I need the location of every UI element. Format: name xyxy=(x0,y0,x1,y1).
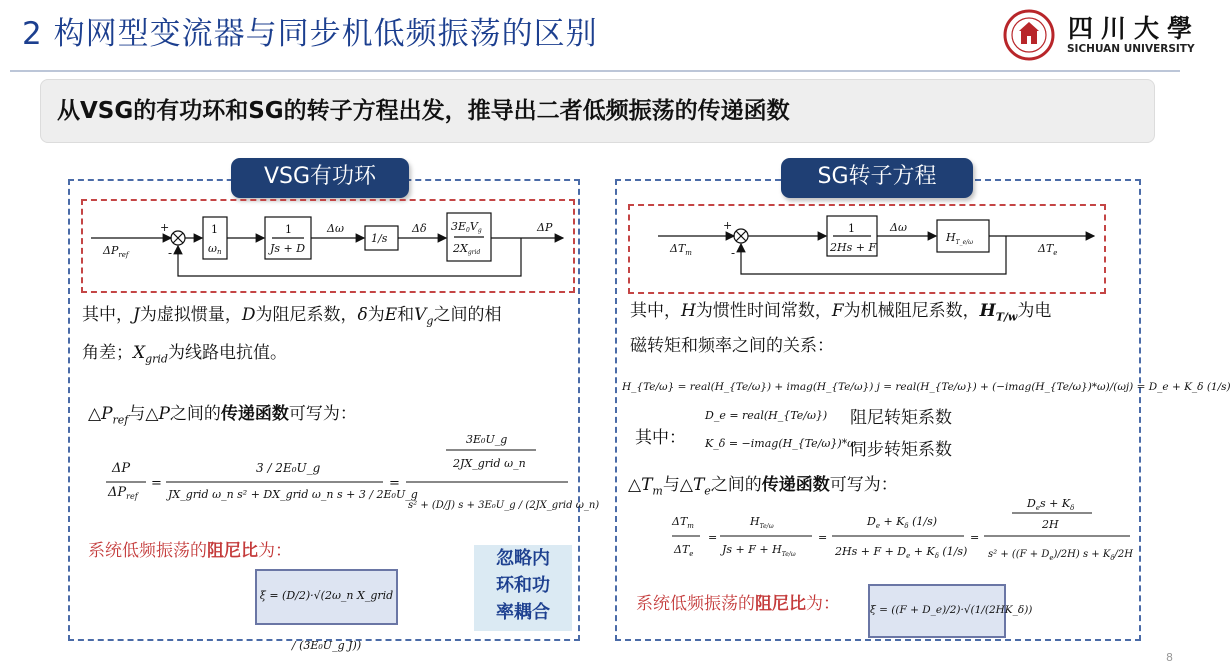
text-segment: 之间的相 xyxy=(433,305,502,325)
sg-delta-omega-label: Δω xyxy=(890,221,907,234)
text-segment: 为惯性时间常数， xyxy=(695,301,832,321)
sg-third-den: $s^2 + ((F + D_e)/2H)$ $s + K_\delta/2H$ xyxy=(988,549,1133,562)
text-segment: 为 xyxy=(367,305,385,325)
equals-sign-2: = xyxy=(389,476,400,491)
integrator-block: 1/s xyxy=(371,232,388,245)
vsg-block-diagram xyxy=(81,199,573,291)
text-segment: 为线路电抗值。 xyxy=(167,343,287,363)
vsg-damping-formula: ξ = (D/2)·√(2ω_n X_grid / (3E₀U_g J)) xyxy=(255,569,398,625)
text-segment: J xyxy=(133,305,140,325)
sg-lhs-den: $\Delta T_e$ xyxy=(674,543,694,558)
text-segment: 和 xyxy=(397,305,415,325)
vsg-desc-line2 xyxy=(82,339,287,373)
text-segment: 传递函数 xyxy=(220,404,289,424)
sg-panel-label: SG转子方程 xyxy=(781,158,973,198)
sg-block2: $H_{T\_e/\omega}$ xyxy=(946,231,974,246)
sg-second-num: $D_e + K_\delta$ (1/s) xyxy=(867,515,938,530)
page-number: 8 xyxy=(1166,651,1173,664)
sg-mid-num: $H_{Te/\omega}$ xyxy=(750,515,774,530)
sg-sum-plus-sign: + xyxy=(723,219,733,232)
text-segment: P xyxy=(158,404,170,424)
text-segment: T/w xyxy=(995,310,1018,324)
vsg-input-label: $\Delta P_{ref}$ xyxy=(103,244,129,259)
text-segment: 为虚拟惯量， xyxy=(139,305,242,325)
vsg-damping-label: 系统低频振荡的阻尼比为： xyxy=(88,541,292,561)
vsg-output-label: ΔP xyxy=(537,221,553,234)
sg-sum-minus-sign: - xyxy=(731,246,736,260)
sg-transfer-function xyxy=(672,495,1132,583)
sg-block-diagram xyxy=(628,204,1104,292)
page-title: 2 构网型变流器与同步机低频振荡的区别 xyxy=(22,16,598,52)
block4-numerator: 3E0Vg xyxy=(451,220,482,234)
text-segment: 可写为： xyxy=(288,404,357,424)
sum-minus-sign: - xyxy=(168,246,173,260)
university-seal-icon xyxy=(1003,9,1055,61)
text-segment: 与△ xyxy=(662,475,693,495)
text-segment: E xyxy=(384,305,398,325)
sg-lhs-num: $\Delta T_m$ xyxy=(672,515,694,530)
vsg-transfer-function xyxy=(106,430,600,534)
equals-sign-1: = xyxy=(151,476,162,491)
sg-mid-den: $Js + F + H_{Te/\omega}$ xyxy=(722,543,796,558)
rhs-denominator: s² + (D/J) s + 3E₀U_g / (2JX_grid ω_n) xyxy=(408,500,600,511)
text-segment: 磁转矩和频率之间的关系： xyxy=(630,336,834,356)
mid-numerator: 3 / 2E₀U_g xyxy=(256,461,321,475)
text-segment: X xyxy=(133,343,146,363)
text-segment: 其中， xyxy=(82,305,133,325)
text-segment: g xyxy=(426,314,434,328)
text-segment: 之间的 xyxy=(710,475,762,495)
text-segment: 其中， xyxy=(630,301,681,321)
delta-omega-label: Δω xyxy=(327,222,344,235)
text-segment: F xyxy=(831,301,844,321)
sg-damping-formula: ξ = ((F + D_e)/2)·√(1/(2HK_δ)) xyxy=(868,584,1006,638)
text-segment: P xyxy=(101,404,113,424)
sg-block1-numerator: 1 xyxy=(848,222,855,235)
sg-damping-label: 系统低频振荡的阻尼比为： xyxy=(636,594,840,614)
text-segment: 为阻尼系数， xyxy=(255,305,358,325)
text-segment: 角差； xyxy=(82,343,133,363)
sg-output-label: $\Delta T_e$ xyxy=(1038,242,1058,257)
sg-desc-line1 xyxy=(630,297,1051,331)
sg-desc-line2 xyxy=(630,332,834,360)
note-line-1: 忽略内 xyxy=(496,548,550,569)
text-segment: T xyxy=(692,475,705,495)
university-name-cn: 四川大學 xyxy=(1068,14,1201,43)
text-segment: 传递函数 xyxy=(761,475,830,495)
text-segment: e xyxy=(704,484,711,498)
university-name-en: SICHUAN UNIVERSITY xyxy=(1067,43,1195,55)
block1-numerator: 1 xyxy=(211,223,218,236)
delta-delta-label: Δδ xyxy=(412,222,427,235)
text-segment: D xyxy=(241,305,256,325)
sg-second-den: $2Hs + F + D_e + K_\delta$ (1/s) xyxy=(835,545,968,560)
mid-denominator: JX_grid ω_n s² + DX_grid ω_n s + 3 / 2E₀U_g xyxy=(168,488,418,501)
note-line-3: 率耦合 xyxy=(496,602,550,623)
block1-denominator: ωn xyxy=(208,242,222,256)
sg-block1-denominator: 2Hs + F xyxy=(830,241,877,254)
text-segment: grid xyxy=(145,352,168,366)
block4-denominator: 2Xgrid xyxy=(453,242,481,256)
lhs-numerator: ΔP xyxy=(112,461,131,476)
text-segment: ref xyxy=(112,413,129,427)
sg-equals-1: = xyxy=(708,531,718,544)
sg-where-label: 其中： xyxy=(635,428,686,448)
kd-definition: K_δ = −imag(H_{Te/ω})*ω xyxy=(705,437,857,450)
block2-denominator: Js + D xyxy=(270,242,306,255)
lhs-denominator: $\Delta P_{ref}$ xyxy=(108,485,138,501)
text-segment: T xyxy=(641,475,653,495)
text-segment: △ xyxy=(88,404,102,424)
de-name: 阻尼转矩系数 xyxy=(850,408,952,428)
sum-plus-sign: + xyxy=(160,221,170,234)
title-divider xyxy=(10,70,1180,72)
de-definition: D_e = real(H_{Te/ω}) xyxy=(705,409,828,422)
sg-h-equation: H_{Te/ω} = real(H_{Te/ω}) + imag(H_{Te/ω}) j = real(H_{Te/ω}) + (−imag(H_{Te/ω})*ω)/(ωj) = D_e + K_δ (1/s) xyxy=(622,381,1231,393)
rhs-num-top: 3E₀U_g xyxy=(466,433,508,446)
text-segment: δ xyxy=(357,305,368,325)
text-segment: △ xyxy=(628,475,642,495)
sg-input-label: $\Delta T_m$ xyxy=(670,242,692,257)
text-segment: 可写为： xyxy=(829,475,898,495)
sg-third-num-bot: 2H xyxy=(1042,518,1059,531)
sg-third-num-top: $D_es + K_\delta$ xyxy=(1027,497,1075,512)
text-segment: 与△ xyxy=(128,404,159,424)
vsg-panel-label: VSG有功环 xyxy=(231,158,409,198)
text-segment: H xyxy=(979,301,996,321)
subtitle-text: 从VSG的有功环和SG的转子方程出发，推导出二者低频振荡的传递函数 xyxy=(57,98,790,124)
text-segment: 为机械阻尼系数， xyxy=(843,301,980,321)
sg-equals-3: = xyxy=(970,531,980,544)
note-line-2: 环和功 xyxy=(496,575,550,596)
kd-name: 同步转矩系数 xyxy=(850,440,952,460)
text-segment: m xyxy=(652,484,663,498)
text-segment: H xyxy=(681,301,696,321)
text-segment: 之间的 xyxy=(169,404,221,424)
text-segment: 为电 xyxy=(1017,301,1052,321)
vsg-desc-line1 xyxy=(82,301,501,335)
rhs-num-bottom: 2JX_grid ω_n xyxy=(453,457,526,470)
ignore-note xyxy=(474,545,572,626)
block2-numerator: 1 xyxy=(285,223,292,236)
text-segment: V xyxy=(414,305,427,325)
sg-equals-2: = xyxy=(818,531,828,544)
